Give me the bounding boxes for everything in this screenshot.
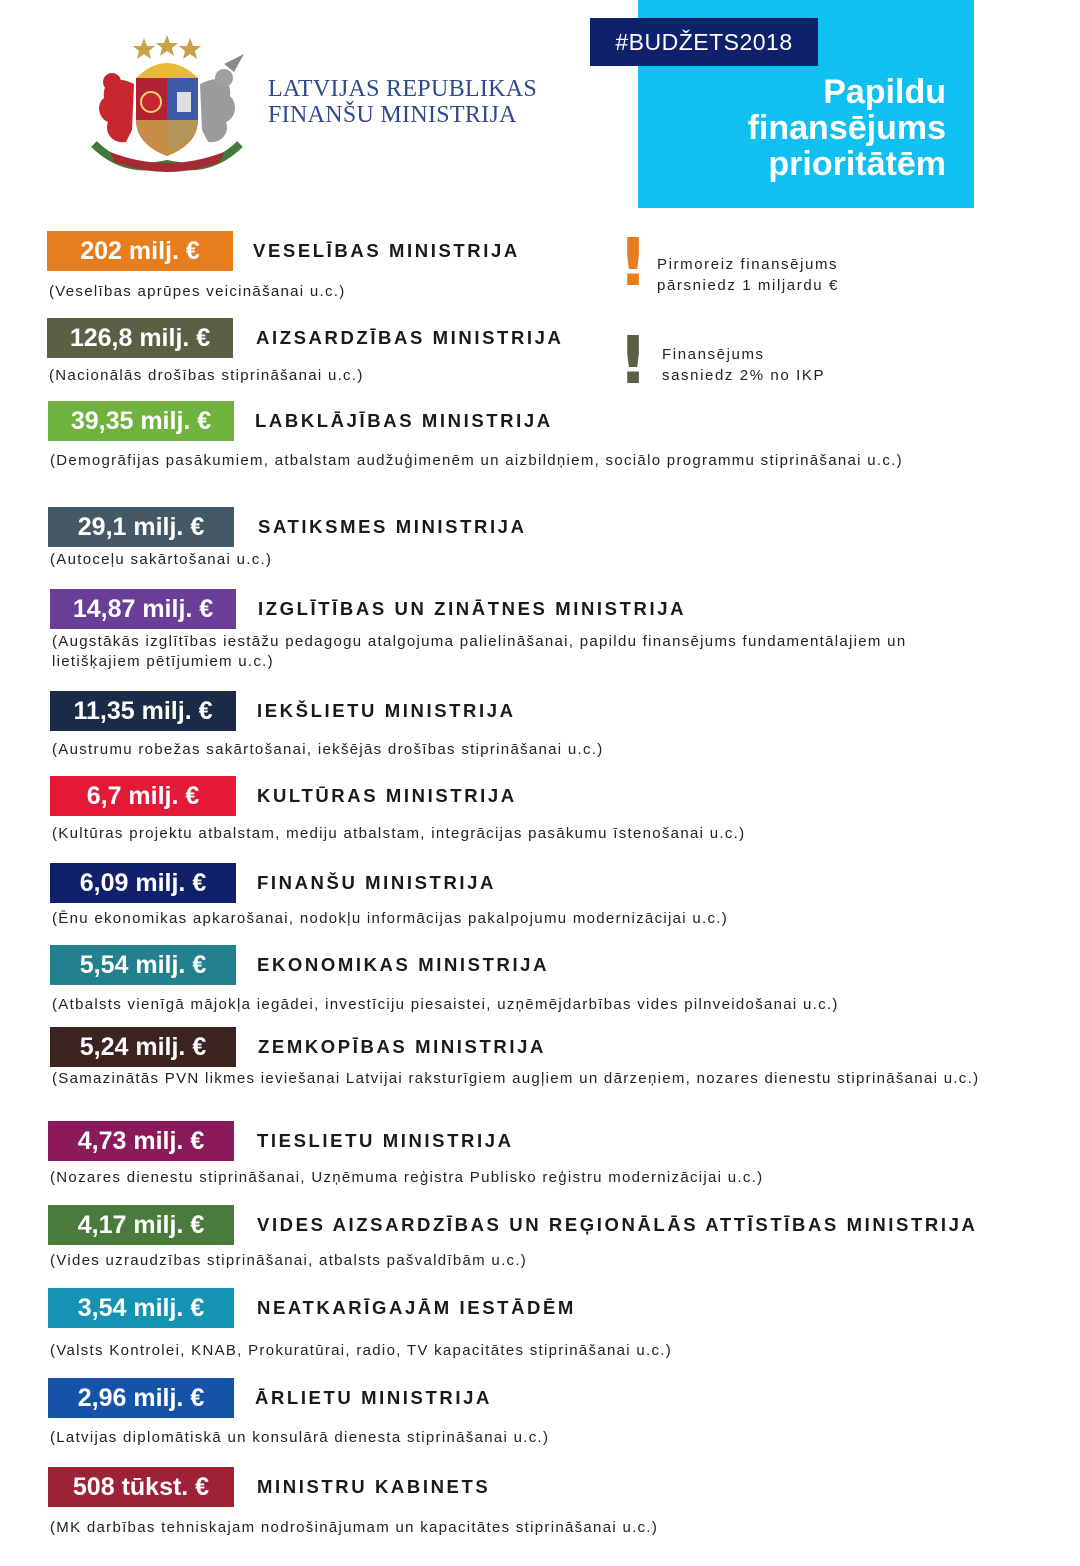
ministry-description: (Kultūras projektu atbalstam, mediju atbalstam, integrācijas pasākumu īstenošanai u.c.) — [52, 825, 746, 842]
amount-badge: 202 milj. € — [47, 231, 233, 271]
amount-badge: 39,35 milj. € — [48, 401, 234, 441]
ministry-description: (Veselības aprūpes veicināšanai u.c.) — [49, 283, 346, 300]
page-title-line3: prioritātēm — [768, 145, 946, 183]
ministry-description: (MK darbības tehniskajam nodrošinājumam un kapacitātes stiprināšanai u.c.) — [50, 1519, 659, 1536]
hashtag-badge: #BUDŽETS2018 — [590, 18, 818, 66]
ministry-description: (Demogrāfijas pasākumiem, atbalstam audžuģimenēm un aizbildņiem, sociālo programmu stiprināšanai u.c.) — [50, 452, 903, 469]
page-title-line2: finansējums — [747, 109, 946, 147]
amount-badge: 4,17 milj. € — [48, 1205, 234, 1245]
amount-badge: 2,96 milj. € — [48, 1378, 234, 1418]
ministry-description: (Nozares dienestu stiprināšanai, Uzņēmuma reģistra Publisko reģistru modernizācijai u.c.) — [50, 1169, 764, 1186]
ministry-description: (Nacionālās drošības stiprināšanai u.c.) — [49, 367, 364, 384]
amount-badge: 126,8 milj. € — [47, 318, 233, 358]
ministry-name: IEKŠLIETU MINISTRIJA — [257, 700, 516, 721]
note-line: pārsniedz 1 miljardu € — [657, 277, 839, 294]
amount-badge: 508 tūkst. € — [48, 1467, 234, 1507]
ministry-name: MINISTRU KABINETS — [257, 1476, 491, 1497]
amount-badge: 6,09 milj. € — [50, 863, 236, 903]
ministry-description: (Augstākās izglītības iestāžu pedagogu atalgojuma palielināšanai, papildu finansējums fundamentālajiem un lietišķajiem pētījumiem u.c.) — [52, 633, 907, 670]
ministry-name: ĀRLIETU MINISTRIJA — [255, 1387, 492, 1408]
page-title — [626, 74, 946, 182]
ministry-name: TIESLIETU MINISTRIJA — [257, 1130, 514, 1151]
ministry-name: VIDES AIZSARDZĪBAS UN REĢIONĀLĀS ATTĪSTĪBAS MINISTRIJA — [257, 1214, 978, 1235]
ministry-description: (Latvijas diplomātiskā un konsulārā dienesta stiprināšanai u.c.) — [50, 1429, 550, 1446]
exclamation-icon: ! — [618, 224, 649, 301]
amount-badge: 6,7 milj. € — [50, 776, 236, 816]
ministry-name: AIZSARDZĪBAS MINISTRIJA — [256, 327, 564, 348]
ministry-name: ZEMKOPĪBAS MINISTRIJA — [258, 1036, 546, 1057]
ministry-description: (Austrumu robežas sakārtošanai, iekšējās drošības stiprināšanai u.c.) — [52, 741, 604, 758]
amount-badge: 5,24 milj. € — [50, 1027, 236, 1067]
amount-badge: 3,54 milj. € — [48, 1288, 234, 1328]
amount-badge: 11,35 milj. € — [50, 691, 236, 731]
ministry-name: VESELĪBAS MINISTRIJA — [253, 240, 520, 261]
ministry-name: IZGLĪTĪBAS UN ZINĀTNES MINISTRIJA — [258, 598, 687, 619]
ministry-name: LABKLĀJĪBAS MINISTRIJA — [255, 410, 553, 431]
note-line: Pirmoreiz finansējums — [657, 256, 839, 273]
amount-badge: 5,54 milj. € — [50, 945, 236, 985]
ministry-description: (Vides uzraudzības stiprināšanai, atbalsts pašvaldībām u.c.) — [50, 1252, 528, 1269]
amount-badge: 14,87 milj. € — [50, 589, 236, 629]
amount-badge: 4,73 milj. € — [48, 1121, 234, 1161]
ministry-description: (Ēnu ekonomikas apkarošanai, nodokļu informācijas pakalpojumu modernizācijai u.c.) — [52, 910, 729, 927]
ministry-name: KULTŪRAS MINISTRIJA — [257, 785, 517, 806]
ministry-description: (Autoceļu sakārtošanai u.c.) — [50, 551, 273, 568]
coat-of-arms-logo — [74, 34, 260, 176]
ministry-description: (Valsts Kontrolei, KNAB, Prokuratūrai, radio, TV kapacitātes stiprināšanai u.c.) — [50, 1342, 673, 1359]
exclamation-icon: ! — [618, 322, 649, 399]
ministry-wordmark-line2: FINANŠU MINISTRIJA — [268, 102, 517, 128]
ministry-name: NEATKARĪGAJĀM IESTĀDĒM — [257, 1297, 576, 1318]
amount-badge: 29,1 milj. € — [48, 507, 234, 547]
ministry-name: FINANŠU MINISTRIJA — [257, 872, 496, 893]
ministry-description: (Samazinātās PVN likmes ieviešanai Latvijai raksturīgiem augļiem un dārzeņiem, nozares dienestu stiprināšanai u.c.) — [52, 1070, 980, 1087]
ministry-description: (Atbalsts vienīgā mājokļa iegādei, investīciju piesaistei, uzņēmējdarbības vides pilnveidošanai u.c.) — [52, 996, 839, 1013]
ministry-wordmark-line1: LATVIJAS REPUBLIKAS — [268, 76, 538, 102]
ministry-wordmark — [268, 76, 537, 128]
note-line: Finansējums — [662, 346, 765, 363]
note-line: sasniedz 2% no IKP — [662, 367, 826, 384]
ministry-name: SATIKSMES MINISTRIJA — [258, 516, 527, 537]
ministry-name: EKONOMIKAS MINISTRIJA — [257, 954, 550, 975]
page-title-line1: Papildu — [823, 73, 946, 111]
